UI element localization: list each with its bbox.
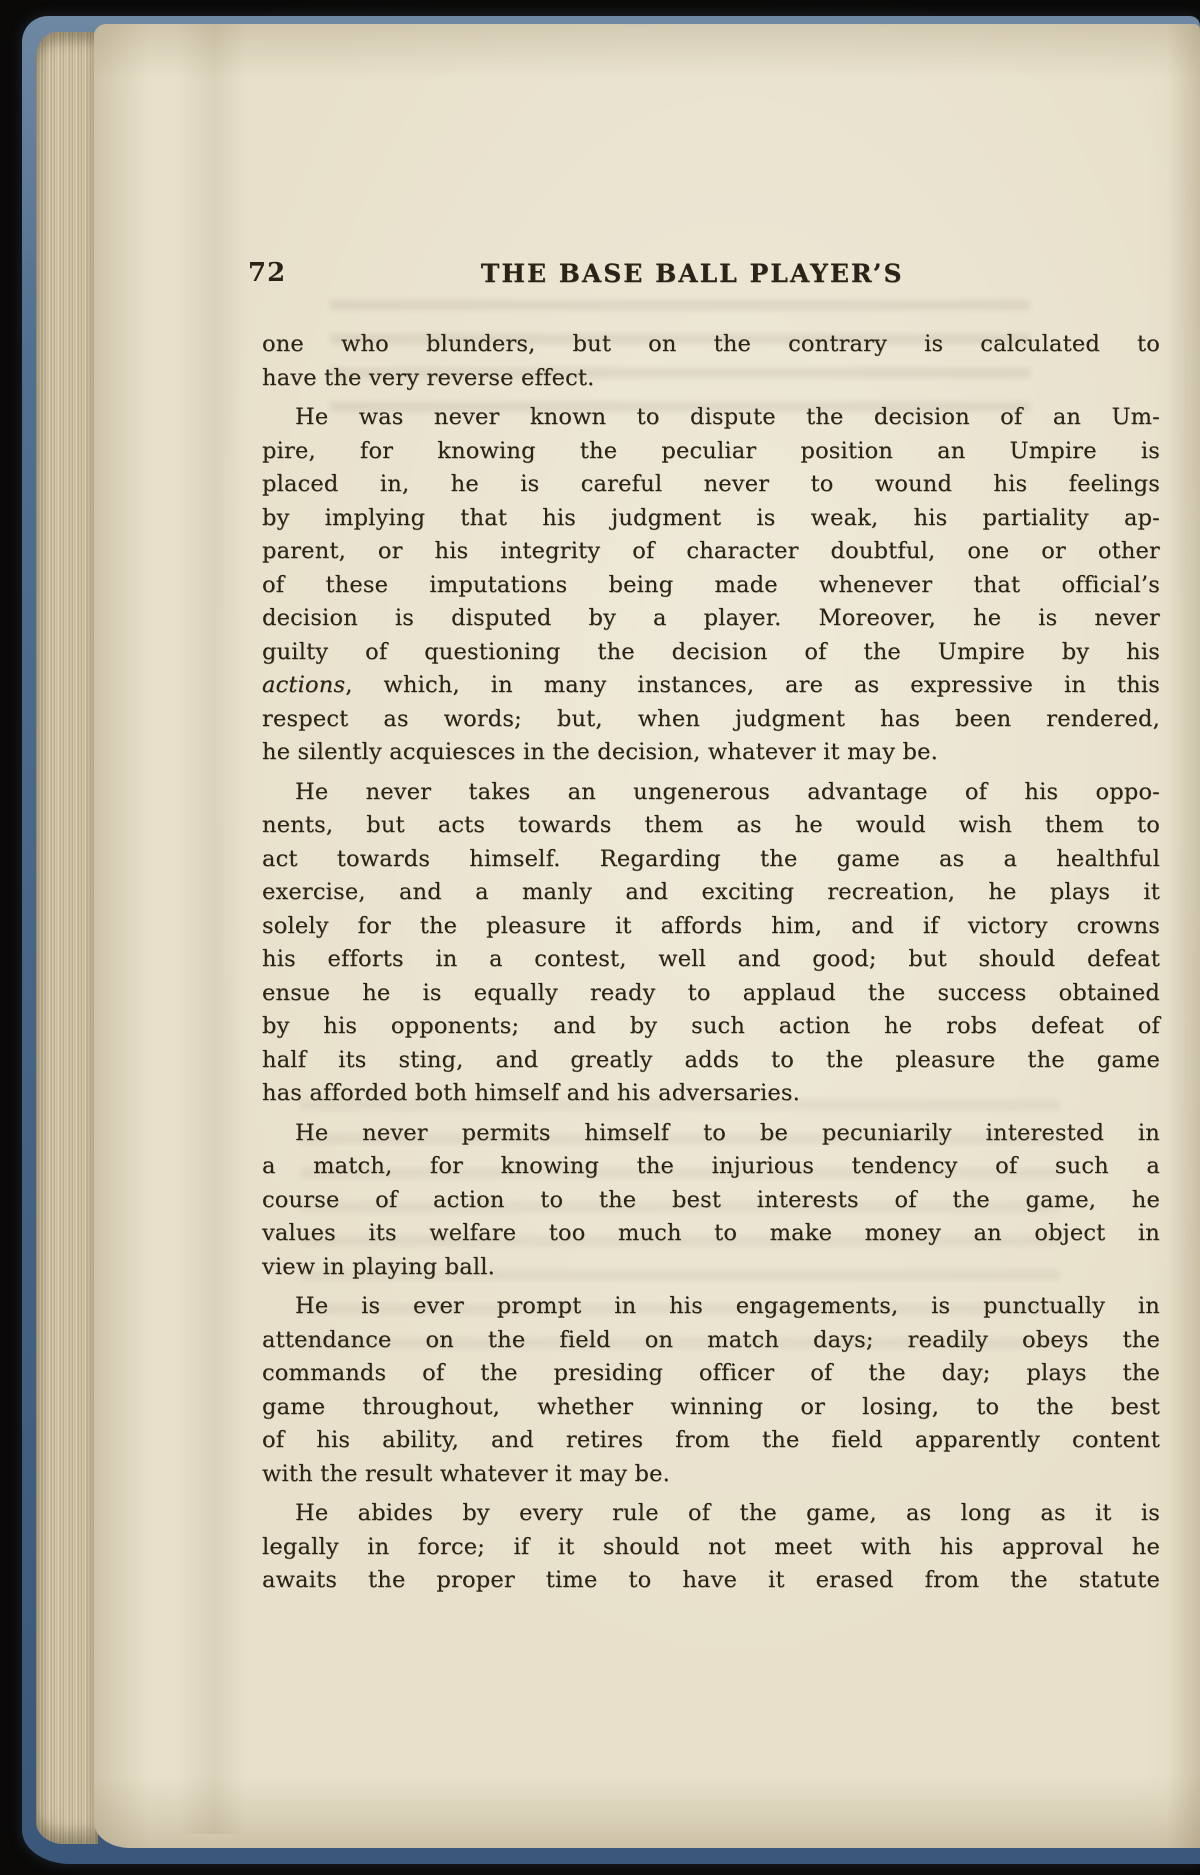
text-line: pire, for knowing the peculiar position an Umpire is [262,437,1160,464]
paragraph [262,328,1160,395]
text-line: half its sting, and greatly adds to the pleasure the game [262,1046,1160,1073]
text-line: by implying that his judgment is weak, his partiality ap- [262,504,1160,531]
text-line: He abides by every rule of the game, as long as it is [295,1500,1160,1526]
text-line: respect as words; but, when judgment has been rendered, [262,705,1160,732]
text-line: of these imputations being made whenever that official’s [262,571,1160,598]
text-line: values its welfare too much to make money an object in [262,1220,1160,1246]
text-line: has afforded both himself and his adversaries. [262,1080,801,1106]
text-line: act towards himself. Regarding the game as a healthful [262,845,1160,872]
printed-text-block [248,258,1160,1593]
text-line: nents, but acts towards them as he would wish them to [262,812,1160,838]
page-header [248,258,1160,294]
text-line: game throughout, whether winning or losing, to the best [262,1393,1160,1420]
text-line: legally in force; if it should not meet with his approval he [262,1533,1160,1560]
text-line: parent, or his integrity of character doubtful, one or other [262,538,1160,564]
body-text [262,328,1160,1598]
text-line: solely for the pleasure it affords him, and if victory crowns [262,912,1160,939]
text-line: view in playing ball. [262,1253,496,1280]
text-line: He never permits himself to be pecuniarily interested in [295,1119,1160,1146]
text-line: decision is disputed by a player. Moreover, he is never [262,605,1160,631]
text-line: placed in, he is careful never to wound his feelings [262,471,1160,497]
text-line: attendance on the field on match days; readily obeys the [262,1326,1160,1353]
text-line: ensue he is equally ready to applaud the success obtained [262,979,1160,1006]
paragraph [262,1497,1160,1598]
text-line: exercise, and a manly and exciting recreation, he plays it [262,879,1160,905]
paragraph [262,1117,1160,1285]
text-line: guilty of questioning the decision of the Umpire by his [262,638,1160,665]
text-line: a match, for knowing the injurious tendency of such a [262,1153,1160,1179]
text-line: course of action to the best interests of the game, he [262,1186,1160,1213]
paragraph [262,401,1160,770]
text-line: he silently acquiesces in the decision, whatever it may be. [262,739,938,765]
page-number: 72 [248,258,287,288]
text-line: actions, which, in many instances, are as expressive in this [262,672,1160,698]
text-line: have the very reverse effect. [262,364,595,391]
text-line: one who blunders, but on the contrary is calculated to [262,331,1160,357]
text-line: of his ability, and retires from the field apparently content [262,1427,1160,1453]
page-edge-stack [36,32,98,1844]
text-line: with the result whatever it may be. [262,1460,670,1487]
text-line: He is ever prompt in his engagements, is punctually in [295,1293,1160,1319]
text-line: his efforts in a contest, well and good; but should defeat [262,946,1160,972]
text-line: commands of the presiding officer of the day; plays the [262,1360,1160,1386]
paragraph [262,1290,1160,1491]
paragraph [262,776,1160,1111]
text-line: by his opponents; and by such action he robs defeat of [262,1013,1160,1039]
text-line: He was never known to dispute the decision of an Um- [295,404,1160,430]
text-line: awaits the proper time to have it erased from the statute [262,1567,1160,1593]
text-line: He never takes an ungenerous advantage of his oppo- [295,778,1160,805]
running-title: THE BASE BALL PLAYER’S [480,259,904,288]
